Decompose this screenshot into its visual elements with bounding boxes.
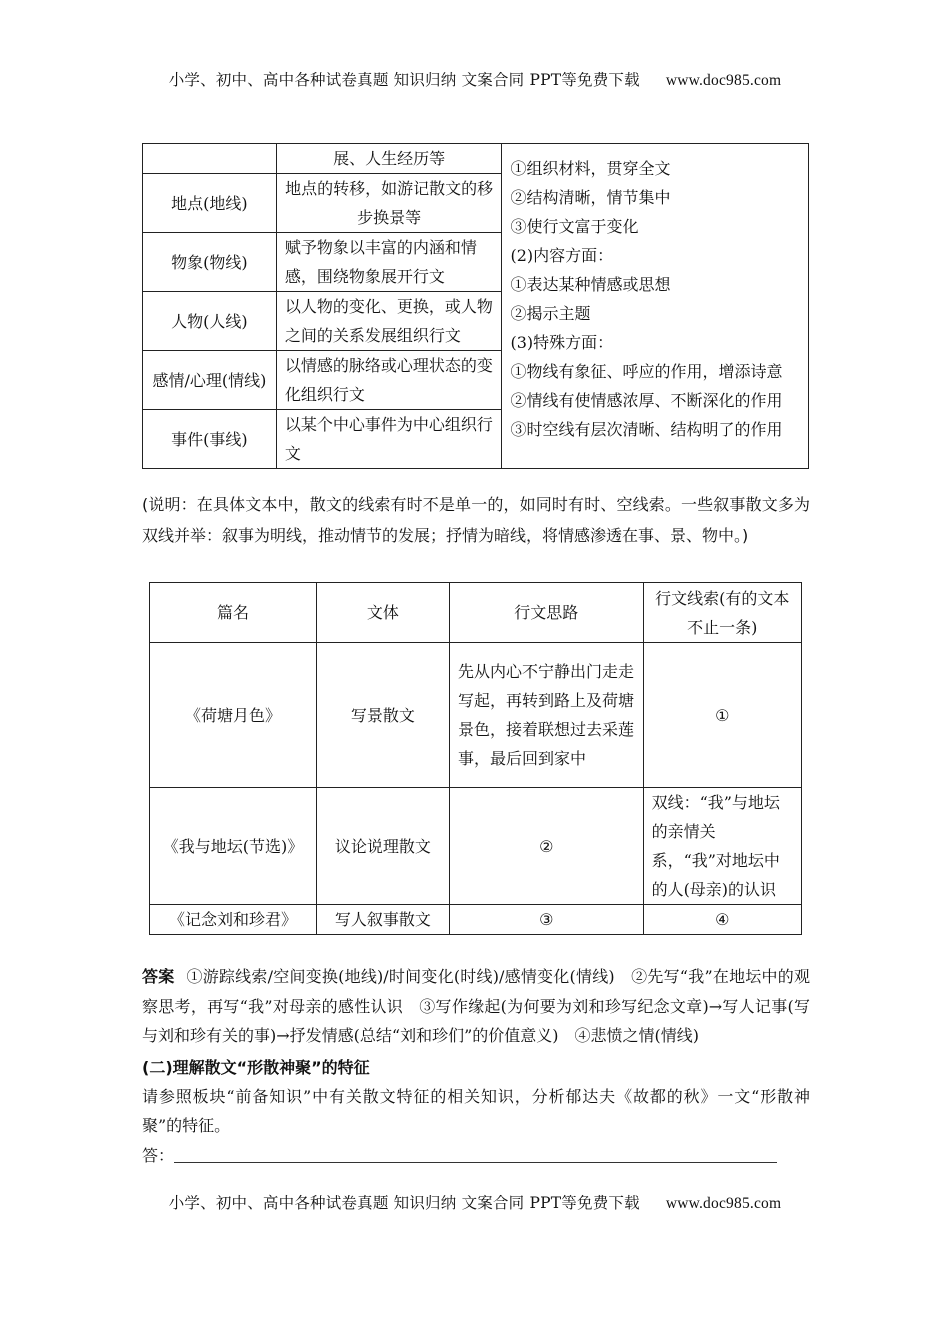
footer-url[interactable]: www.doc985.com: [665, 1195, 782, 1212]
table-header-row: [150, 583, 802, 643]
table-cell: ②: [449, 788, 643, 905]
table-row: [143, 144, 809, 174]
function-line: ③时空线有层次清晰、结构明了的作用: [510, 420, 783, 439]
essay-clue-table: [149, 582, 802, 935]
table-cell: 先从内心不宁静出门走走写起，再转到路上及荷塘景色，接着联想过去采莲事，最后回到家中: [449, 643, 643, 788]
clue-name: 物象(物线): [143, 233, 277, 292]
table-cell: 《记念刘和珍君》: [150, 905, 317, 935]
column-header: 篇名: [150, 583, 317, 643]
function-line: ③使行文富于变化: [510, 217, 639, 236]
table-cell: ③: [449, 905, 643, 935]
header-text: 小学、初中、高中各种试卷真题 知识归纳 文案合同 PPT等免费下载: [168, 71, 640, 89]
column-header: 行文思路: [449, 583, 643, 643]
clue-desc: 以某个中心事件为中心组织行文: [276, 410, 502, 469]
table-row: [150, 788, 802, 905]
answer-underline: [174, 1162, 777, 1163]
answer-label: 答案: [142, 967, 175, 986]
clue-name: 感情/心理(情线): [143, 351, 277, 410]
answer-field[interactable]: [142, 1142, 782, 1170]
table-row: [150, 905, 802, 935]
section-title: (二)理解散文“形散神聚”的特征: [142, 1058, 370, 1077]
clue-desc: 以情感的脉络或心理状态的变化组织行文: [276, 351, 502, 410]
answer-text: ①游踪线索/空间变换(地线)/时间变化(时线)/感情变化(情线) ②先写“我”在地坛中的观察思考，再写“我”对母亲的感性认识 ③写作缘起(为何要为刘和珍写纪念文章)→写人记事(写与刘和珍有关的事)→抒发情感(总结“刘和珍们”的价值意义) ④悲愤之情(情线): [142, 967, 810, 1045]
function-line: ①物线有象征、呼应的作用，增添诗意: [510, 362, 783, 381]
clue-types-table: [142, 143, 809, 469]
table-cell: 议论说理散文: [316, 788, 449, 905]
answer-block: [142, 962, 810, 1051]
clue-functions: [502, 144, 809, 469]
clue-desc: 以人物的变化、更换，或人物之间的关系发展组织行文: [276, 292, 502, 351]
clue-name: 事件(事线): [143, 410, 277, 469]
table-cell: 写景散文: [316, 643, 449, 788]
clue-desc: 赋予物象以丰富的内涵和情感，围绕物象展开行文: [276, 233, 502, 292]
table-cell: ①: [643, 643, 801, 788]
clue-name: 人物(人线): [143, 292, 277, 351]
function-line: ②结构清晰，情节集中: [510, 188, 671, 207]
table-cell: 写人叙事散文: [316, 905, 449, 935]
table-cell: 双线：“我”与地坛的亲情关系，“我”对地坛中的人(母亲)的认识: [643, 788, 801, 905]
question-text: 请参照板块“前备知识”中有关散文特征的相关知识，分析郁达夫《故都的秋》一文“形散神聚”的特征。: [142, 1087, 810, 1135]
function-line: (3)特殊方面：: [510, 333, 614, 352]
function-line: ②情线有使情感浓厚、不断深化的作用: [510, 391, 783, 410]
function-line: ①表达某种情感或思想: [510, 275, 671, 294]
page-footer: [0, 1191, 950, 1213]
answer-prompt: 答：: [142, 1146, 175, 1165]
function-line: ①组织材料，贯穿全文: [510, 159, 671, 178]
header-url[interactable]: www.doc985.com: [665, 72, 782, 89]
table-cell: 《荷塘月色》: [150, 643, 317, 788]
column-header: 文体: [316, 583, 449, 643]
table-cell: 《我与地坛(节选)》: [150, 788, 317, 905]
clue-desc: 地点的转移，如游记散文的移步换景等: [276, 174, 502, 233]
footer-text: 小学、初中、高中各种试卷真题 知识归纳 文案合同 PPT等免费下载: [168, 1194, 640, 1212]
clue-name: [143, 144, 277, 174]
column-header: 行文线索(有的文本不止一条): [643, 583, 801, 643]
clue-desc: 展、人生经历等: [276, 144, 502, 174]
clue-name: 地点(地线): [143, 174, 277, 233]
page-header: [0, 68, 950, 90]
table-cell: ④: [643, 905, 801, 935]
explanation-note: (说明：在具体文本中，散文的线索有时不是单一的，如同时有时、空线索。一些叙事散文多为双线并举：叙事为明线，推动情节的发展；抒情为暗线，将情感渗透在事、景、物中。): [142, 495, 810, 545]
function-line: ②揭示主题: [510, 304, 591, 323]
function-line: (2)内容方面：: [510, 246, 614, 265]
table-row: [150, 643, 802, 788]
